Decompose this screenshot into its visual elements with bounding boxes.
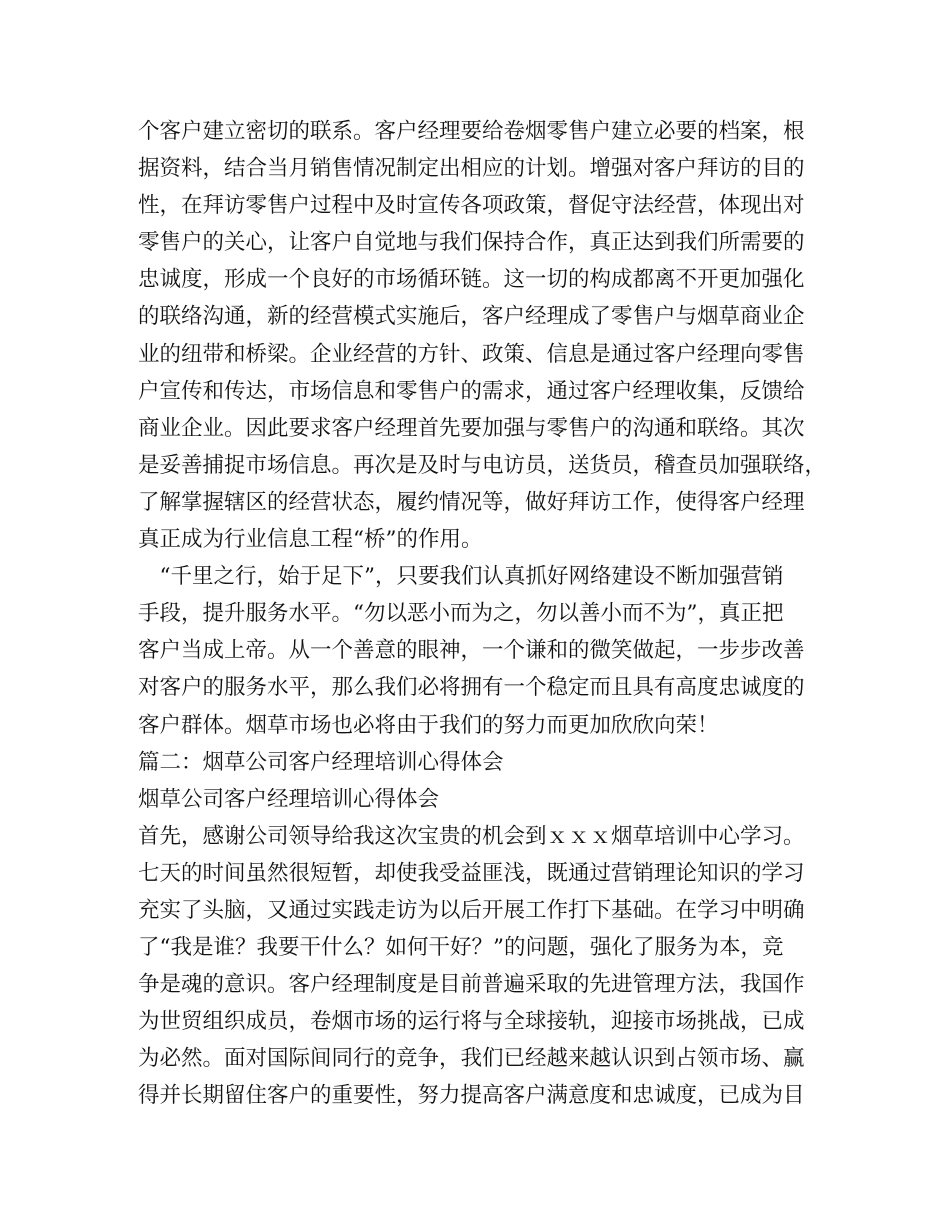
text-line: 为世贸组织成员，卷烟市场的运行将与全球接轨，迎接市场挑战，已成	[138, 1009, 805, 1035]
text-line: 客户当成上帝。从一个善意的眼神，一个谦和的微笑做起，一步步改善	[138, 638, 805, 664]
text-line: 性，在拜访零售户过程中及时宣传各项政策，督促守法经营，体现出对	[138, 193, 805, 219]
text-line: 个客户建立密切的联系。客户经理要给卷烟零售户建立必要的档案，根	[138, 119, 805, 144]
text-line: 零售户的关心，让客户自觉地与我们保持合作，真正达到我们所需要的	[138, 230, 805, 256]
text-line: 为必然。面对国际间同行的竞争，我们已经越来越认识到占领市场、赢	[138, 1046, 805, 1072]
text-line: 了“我是谁？我要干什么？如何干好？”的问题，强化了服务为本，竞	[138, 935, 784, 961]
text-line: 了解掌握辖区的经营状态，履约情况等，做好拜访工作，使得客户经理	[138, 489, 805, 515]
text-line: 手段，提升服务水平。“勿以恶小而为之，勿以善小而不为”，真正把	[138, 601, 784, 627]
text-line: 忠诚度，形成一个良好的市场循环链。这一切的构成都离不开更加强化	[138, 267, 805, 293]
text-line: 商业企业。因此要求客户经理首先要加强与零售户的沟通和联络。其次	[138, 415, 805, 441]
text-line: 据资料，结合当月销售情况制定出相应的计划。增强对客户拜访的目的	[138, 156, 805, 182]
text-line: 客户群体。烟草市场也必将由于我们的努力而更加欣欣向荣！	[138, 712, 719, 738]
text-line: 得并长期留住客户的重要性，努力提高客户满意度和忠诚度，已成为目	[138, 1083, 805, 1109]
article-title: 烟草公司客户经理培训心得体会	[138, 786, 440, 812]
text-line: 首先，感谢公司领导给我这次宝贵的机会到ｘｘｘ烟草培训中心学习。	[138, 823, 805, 849]
text-line: 的联络沟通，新的经营模式实施后，客户经理成了零售户与烟草商业企	[138, 304, 805, 330]
body-text	[138, 113, 838, 1115]
text-line: 业的纽带和桥梁。企业经营的方针、政策、信息是通过客户经理向零售	[138, 341, 805, 367]
text-line: 充实了头脑，又通过实践走访为以后开展工作打下基础。在学习中明确	[138, 897, 805, 923]
text-line: 户宣传和传达，市场信息和零售户的需求，通过客户经理收集，反馈给	[138, 378, 805, 404]
text-line: 是妥善捕捉市场信息。再次是及时与电访员，送货员，稽查员加强联络，	[138, 452, 827, 478]
text-line: 真正成为行业信息工程“桥”的作用。	[138, 527, 483, 553]
text-line: 七天的时间虽然很短暂，却使我受益匪浅，既通过营销理论知识的学习	[138, 860, 805, 886]
text-line: 对客户的服务水平，那么我们必将拥有一个稳定而且具有高度忠诚度的	[138, 675, 805, 701]
text-line: 争是魂的意识。客户经理制度是目前普遍采取的先进管理方法，我国作	[138, 972, 805, 998]
text-line: “千里之行，始于足下”，只要我们认真抓好网络建设不断加强营销	[138, 564, 784, 590]
section-heading: 篇二：烟草公司客户经理培训心得体会	[138, 749, 504, 775]
